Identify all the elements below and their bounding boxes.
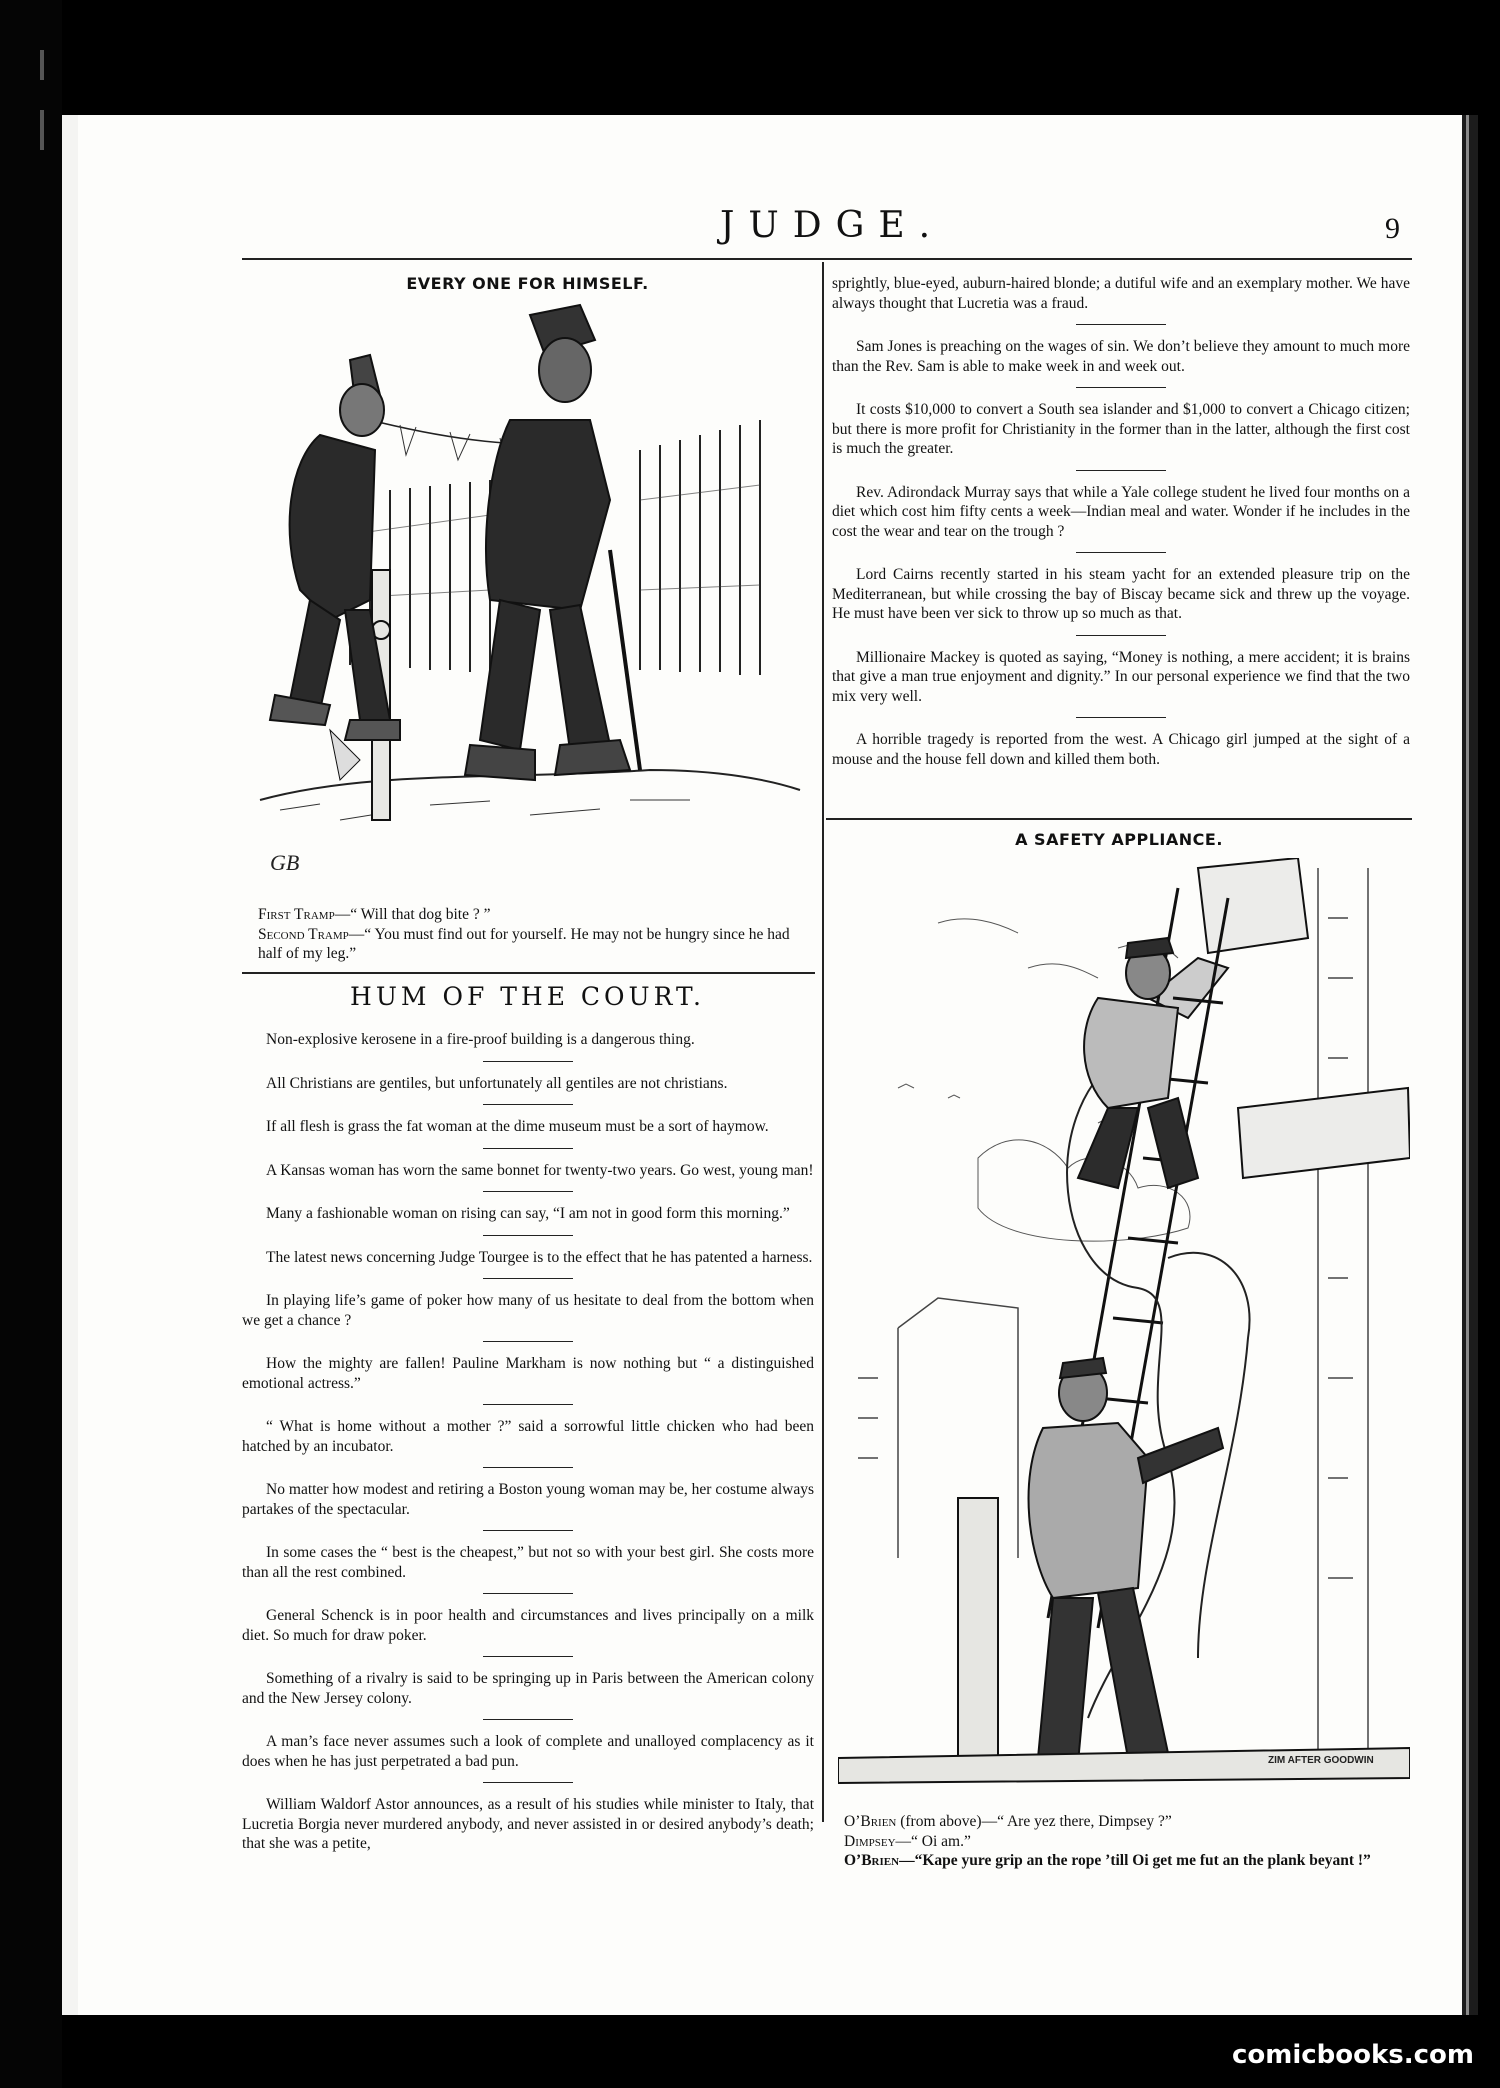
- divider: [1076, 324, 1166, 325]
- divider: [483, 1656, 573, 1657]
- page-number: 9: [1385, 212, 1400, 245]
- paragraph: William Waldorf Astor announces, as a result of his studies while minister to Italy, that Lucretia Borgia never murdered anybody, and never assisted in or desired anybody’s death; that she was a petite,: [242, 1796, 814, 1852]
- dialogue: —“ Oi am.”: [895, 1832, 971, 1850]
- divider: [483, 1278, 573, 1279]
- header-rule: [242, 258, 1412, 260]
- divider: [1076, 470, 1166, 471]
- paragraph: “ What is home without a mother ?” said a sorrowful little chicken who had been hatched by an incubator.: [242, 1418, 814, 1455]
- paragraph: Millionaire Mackey is quoted as saying, “Money is nothing, a mere accident; it is brains that give a man true enjoyment and dignity.” In our personal experience we find that the two mix very well.: [832, 648, 1410, 705]
- cartoon-signature: GB: [270, 850, 300, 875]
- divider: [483, 1235, 573, 1236]
- paragraph: In some cases the “ best is the cheapest,” but not so with your best girl. She costs more than all the rest combined.: [242, 1544, 814, 1581]
- divider: [483, 1404, 573, 1405]
- scan-left-margin: [0, 0, 62, 2088]
- divider: [483, 1341, 573, 1342]
- speaker: O’Brien: [844, 1813, 897, 1830]
- paragraph: In playing life’s game of poker how many of us hesitate to deal from the bottom when we get a chance ?: [242, 1292, 814, 1329]
- divider: [483, 1191, 573, 1192]
- paragraph: Non-explosive kerosene in a fire-proof building is a dangerous thing.: [266, 1031, 695, 1048]
- paragraph: Many a fashionable woman on rising can say, “I am not in good form this morning.”: [266, 1205, 790, 1222]
- speaker: First Tramp: [258, 906, 335, 923]
- divider: [483, 1061, 573, 1062]
- caption-line: [832, 1812, 1410, 1832]
- paragraph: All Christians are gentiles, but unfortunately all gentiles are not christians.: [266, 1074, 728, 1092]
- speaker: Dimpsey: [844, 1832, 896, 1850]
- paragraph: sprightly, blue-eyed, auburn-haired blonde; a dutiful wife and an exemplary mother. We have always thought that Lucretia was a fraud.: [832, 275, 1410, 312]
- dialogue: (from above)—“ Are yez there, Dimpsey ?”: [896, 1813, 1172, 1830]
- ladder-illustration: [838, 858, 1410, 1788]
- divider: [1076, 552, 1166, 553]
- divider: [483, 1148, 573, 1149]
- paragraph: It costs $10,000 to convert a South sea islander and $1,000 to convert a Chicago citizen; but there is more profit for Christianity in the former than in the latter, although the first cost is much the greater.: [832, 401, 1410, 457]
- divider: [483, 1593, 573, 1594]
- dialogue: —“Kape yure grip an the rope ’till Oi get me fut an the plank beyant !”: [899, 1852, 1371, 1869]
- paragraph: Something of a rivalry is said to be springing up in Paris between the American colony and the New Jersey colony.: [242, 1670, 814, 1707]
- divider: [483, 1104, 573, 1105]
- cartoon-title: EVERY ONE FOR HIMSELF.: [406, 274, 649, 293]
- paragraph: A Kansas woman has worn the same bonnet for twenty-two years. Go west, young man!: [266, 1161, 814, 1179]
- divider: [1076, 635, 1166, 636]
- caption-line: [258, 925, 815, 964]
- section-title: HUM OF THE COURT.: [350, 982, 705, 1011]
- divider: [483, 1782, 573, 1783]
- paragraph: The latest news concerning Judge Tourgee is to the effect that he has patented a harness.: [266, 1248, 813, 1266]
- tramps-illustration: [250, 300, 810, 890]
- speaker: Second Tramp: [258, 925, 349, 943]
- section-rule: [826, 818, 1412, 820]
- paragraph: Rev. Adirondack Murray says that while a Yale college student he lived four months on a diet which cost him fifty cents a week—Indian meal and water. Wonder if he includes in the cost the wear and tear on the trough ?: [832, 483, 1410, 540]
- caption-line: [832, 1851, 1410, 1871]
- left-column: [242, 1030, 814, 1854]
- cartoon-caption: [258, 905, 815, 964]
- cartoon-caption: [832, 1812, 1410, 1871]
- page-edge: [1462, 115, 1478, 2015]
- paragraph: Lord Cairns recently started in his steam yacht for an extended pleasure trip on the Mediterranean, but while crossing the bay of Biscay became sick and threw up the voyage. He must have been ver sick to throw up so much as that.: [832, 566, 1410, 622]
- divider: [483, 1719, 573, 1720]
- right-column: [832, 274, 1410, 769]
- paragraph: General Schenck is in poor health and circumstances and lives principally on a milk diet. So much for draw poker.: [242, 1607, 814, 1644]
- cartoon-title: A SAFETY APPLIANCE.: [1015, 830, 1223, 849]
- masthead: JUDGE.: [720, 205, 945, 246]
- divider: [1076, 387, 1166, 388]
- speaker: O’Brien: [844, 1852, 900, 1869]
- paragraph: No matter how modest and retiring a Boston young woman may be, her costume always partakes of the spectacular.: [242, 1481, 814, 1518]
- footer-watermark: comicbooks.com: [1231, 2040, 1474, 2070]
- paragraph: A man’s face never assumes such a look of complete and unalloyed complacency as it does when he has just perpetrated a bad pun.: [242, 1733, 814, 1770]
- paragraph: How the mighty are fallen! Pauline Markham is now nothing but “ a distinguished emotional actress.”: [242, 1355, 814, 1392]
- section-rule: [242, 972, 815, 974]
- caption-line: [832, 1832, 1410, 1852]
- column-rule: [822, 262, 824, 1822]
- dialogue: —“ You must find out for yourself. He may not be hungry since he had half of my leg.”: [258, 925, 790, 962]
- paragraph: Sam Jones is preaching on the wages of sin. We don’t believe they amount to much more than the Rev. Sam is able to make week in and week out.: [832, 338, 1410, 375]
- divider: [483, 1530, 573, 1531]
- divider: [483, 1467, 573, 1468]
- divider: [1076, 717, 1166, 718]
- paragraph: A horrible tragedy is reported from the west. A Chicago girl jumped at the sight of a mouse and the house fell down and killed them both.: [832, 731, 1410, 768]
- cartoon-signature: ZIM AFTER GOODWIN: [1268, 1755, 1374, 1766]
- caption-line: [258, 905, 815, 925]
- dialogue: —“ Will that dog bite ? ”: [334, 906, 491, 923]
- paragraph: If all flesh is grass the fat woman at the dime museum must be a sort of haymow.: [266, 1118, 769, 1135]
